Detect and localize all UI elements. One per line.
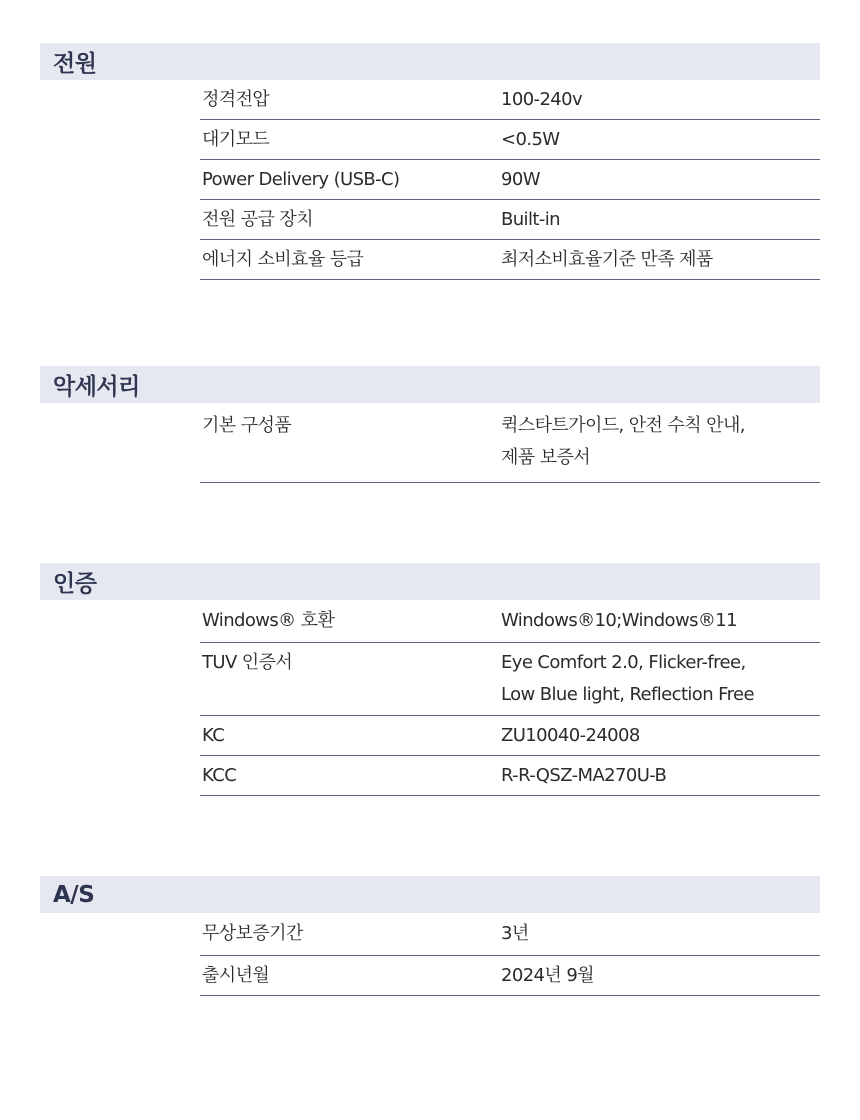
spec-value bbox=[501, 647, 820, 711]
spec-value-line: 퀵스타트가이드, 안전 수칙 안내, bbox=[501, 415, 745, 436]
spec-label: TUV 인증서 bbox=[202, 652, 293, 673]
spec-value: Built-in bbox=[501, 208, 560, 230]
spec-rows bbox=[200, 913, 820, 996]
spec-row-windows-compat bbox=[200, 600, 820, 643]
spec-row-power-delivery bbox=[200, 160, 820, 200]
spec-label: 무상보증기간 bbox=[202, 923, 303, 944]
spec-value-line: Low Blue light, Reflection Free bbox=[501, 684, 754, 705]
spec-row-release-date bbox=[200, 956, 820, 996]
spec-value: 최저소비효율기준 만족 제품 bbox=[501, 248, 713, 270]
spec-label: Windows® 호환 bbox=[202, 610, 335, 631]
spec-row-kcc bbox=[200, 756, 820, 796]
spec-rows bbox=[200, 80, 820, 280]
spec-row-rated-voltage bbox=[200, 80, 820, 120]
spec-value: <0.5W bbox=[501, 128, 560, 150]
spec-label: Power Delivery (USB-C) bbox=[202, 168, 400, 190]
section-header bbox=[40, 43, 820, 80]
section-header bbox=[40, 366, 820, 403]
spec-row-warranty-period bbox=[200, 913, 820, 956]
spec-value: 90W bbox=[501, 168, 540, 190]
spec-row-energy-rating bbox=[200, 240, 820, 280]
spec-rows bbox=[200, 403, 820, 483]
spec-row-included-items bbox=[200, 403, 820, 483]
spec-label: 전원 공급 장치 bbox=[202, 208, 313, 230]
spec-value bbox=[501, 410, 820, 474]
spec-row-kc bbox=[200, 716, 820, 756]
section-header bbox=[40, 876, 820, 913]
spec-label: 에너지 소비효율 등급 bbox=[202, 248, 364, 270]
section-accessories bbox=[40, 366, 820, 483]
spec-value-line: Eye Comfort 2.0, Flicker-free, bbox=[501, 652, 746, 673]
section-title: 인증 bbox=[53, 571, 97, 597]
section-title: 악세서리 bbox=[53, 374, 140, 400]
section-header bbox=[40, 563, 820, 600]
spec-value: Windows®10;Windows®11 bbox=[501, 610, 737, 631]
spec-label: 출시년월 bbox=[202, 964, 270, 986]
spec-row-tuv-certificate bbox=[200, 643, 820, 716]
section-title: 전원 bbox=[53, 51, 97, 77]
spec-value: R-R-QSZ-MA270U-B bbox=[501, 764, 667, 786]
section-certification bbox=[40, 563, 820, 796]
spec-value-line: 제품 보증서 bbox=[501, 447, 591, 468]
spec-value: 2024년 9월 bbox=[501, 964, 594, 986]
spec-label: 정격전압 bbox=[202, 88, 270, 110]
section-title: A/S bbox=[53, 881, 95, 908]
spec-row-power-supply bbox=[200, 200, 820, 240]
spec-rows bbox=[200, 600, 820, 796]
spec-label: 기본 구성품 bbox=[202, 415, 292, 436]
spec-label: KC bbox=[202, 724, 225, 746]
section-power bbox=[40, 43, 820, 280]
spec-value: ZU10040-24008 bbox=[501, 724, 640, 746]
spec-label: 대기모드 bbox=[202, 128, 270, 150]
spec-row-standby-mode bbox=[200, 120, 820, 160]
spec-value: 3년 bbox=[501, 923, 529, 944]
section-after-service bbox=[40, 876, 820, 996]
spec-value: 100-240v bbox=[501, 88, 583, 110]
spec-label: KCC bbox=[202, 764, 237, 786]
